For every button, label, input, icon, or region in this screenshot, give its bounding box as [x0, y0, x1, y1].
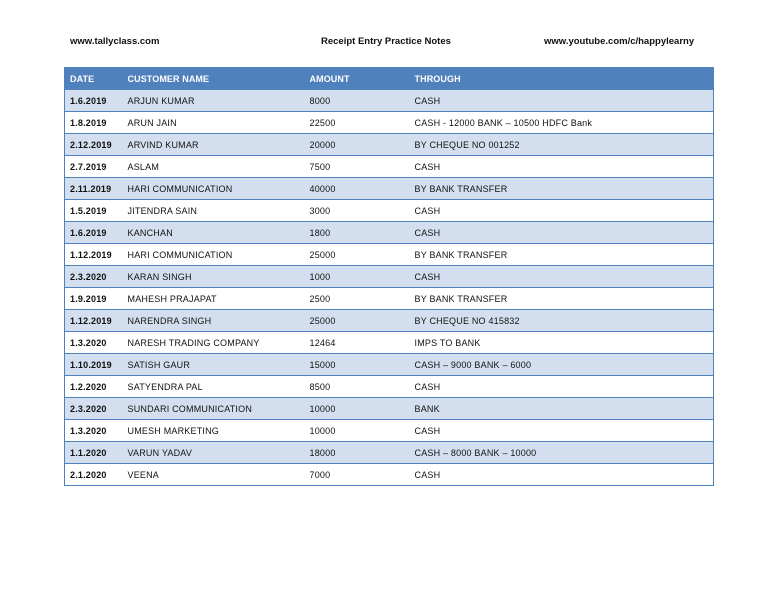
cell-customer: SUNDARI COMMUNICATION: [123, 398, 305, 420]
cell-date: 1.3.2020: [65, 332, 123, 354]
cell-through: CASH: [410, 464, 714, 486]
cell-through: CASH: [410, 222, 714, 244]
table-row: [65, 178, 714, 200]
cell-through: BY CHEQUE NO 415832: [410, 310, 714, 332]
cell-date: 2.7.2019: [65, 156, 123, 178]
table-row: [65, 420, 714, 442]
cell-date: 1.1.2020: [65, 442, 123, 464]
cell-amount: 20000: [305, 134, 410, 156]
cell-customer: ARVIND KUMAR: [123, 134, 305, 156]
table-row: [65, 244, 714, 266]
cell-date: 1.8.2019: [65, 112, 123, 134]
table-row: [65, 332, 714, 354]
cell-amount: 10000: [305, 420, 410, 442]
cell-through: CASH: [410, 266, 714, 288]
column-header-customer-name: CUSTOMER NAME: [123, 68, 305, 90]
cell-amount: 3000: [305, 200, 410, 222]
cell-amount: 1800: [305, 222, 410, 244]
table-row: [65, 112, 714, 134]
cell-amount: 40000: [305, 178, 410, 200]
cell-date: 1.2.2020: [65, 376, 123, 398]
cell-through: CASH – 9000 BANK – 6000: [410, 354, 714, 376]
cell-date: 2.11.2019: [65, 178, 123, 200]
cell-customer: ARUN JAIN: [123, 112, 305, 134]
document-title: Receipt Entry Practice Notes: [321, 36, 451, 47]
cell-through: CASH: [410, 156, 714, 178]
table-row: [65, 288, 714, 310]
cell-through: CASH - 12000 BANK – 10500 HDFC Bank: [410, 112, 714, 134]
cell-customer: HARI COMMUNICATION: [123, 178, 305, 200]
cell-customer: ASLAM: [123, 156, 305, 178]
column-header-through: THROUGH: [410, 68, 714, 90]
header-website-left: www.tallyclass.com: [70, 36, 160, 47]
cell-customer: JITENDRA SAIN: [123, 200, 305, 222]
cell-date: 1.12.2019: [65, 310, 123, 332]
table-row: [65, 442, 714, 464]
cell-customer: KANCHAN: [123, 222, 305, 244]
table-row: [65, 266, 714, 288]
cell-date: 1.5.2019: [65, 200, 123, 222]
cell-date: 1.12.2019: [65, 244, 123, 266]
table-row: [65, 156, 714, 178]
cell-through: IMPS TO BANK: [410, 332, 714, 354]
cell-date: 1.9.2019: [65, 288, 123, 310]
column-header-amount: AMOUNT: [305, 68, 410, 90]
cell-amount: 7000: [305, 464, 410, 486]
cell-amount: 22500: [305, 112, 410, 134]
cell-through: BY BANK TRANSFER: [410, 178, 714, 200]
cell-customer: HARI COMMUNICATION: [123, 244, 305, 266]
cell-amount: 7500: [305, 156, 410, 178]
cell-through: BY CHEQUE NO 001252: [410, 134, 714, 156]
cell-amount: 25000: [305, 244, 410, 266]
table-row: [65, 464, 714, 486]
cell-customer: KARAN SINGH: [123, 266, 305, 288]
cell-through: CASH: [410, 200, 714, 222]
cell-customer: ARJUN KUMAR: [123, 90, 305, 112]
cell-customer: SATISH GAUR: [123, 354, 305, 376]
table-row: [65, 310, 714, 332]
cell-amount: 10000: [305, 398, 410, 420]
cell-date: 1.3.2020: [65, 420, 123, 442]
cell-customer: SATYENDRA PAL: [123, 376, 305, 398]
cell-through: BY BANK TRANSFER: [410, 288, 714, 310]
table-row: [65, 90, 714, 112]
cell-customer: NARENDRA SINGH: [123, 310, 305, 332]
table-header-row: [65, 68, 714, 90]
cell-through: CASH: [410, 376, 714, 398]
cell-date: 1.10.2019: [65, 354, 123, 376]
cell-through: BY BANK TRANSFER: [410, 244, 714, 266]
cell-customer: VARUN YADAV: [123, 442, 305, 464]
cell-customer: VEENA: [123, 464, 305, 486]
cell-date: 2.1.2020: [65, 464, 123, 486]
table-row: [65, 376, 714, 398]
cell-amount: 2500: [305, 288, 410, 310]
receipt-table: [64, 67, 714, 486]
cell-date: 2.12.2019: [65, 134, 123, 156]
header-website-right: www.youtube.com/c/happylearny: [544, 36, 695, 47]
cell-through: CASH: [410, 420, 714, 442]
cell-through: CASH – 8000 BANK – 10000: [410, 442, 714, 464]
cell-amount: 8000: [305, 90, 410, 112]
cell-amount: 8500: [305, 376, 410, 398]
cell-customer: UMESH MARKETING: [123, 420, 305, 442]
cell-date: 2.3.2020: [65, 266, 123, 288]
cell-through: CASH: [410, 90, 714, 112]
cell-date: 1.6.2019: [65, 222, 123, 244]
column-header-date: DATE: [65, 68, 123, 90]
table-row: [65, 398, 714, 420]
cell-date: 2.3.2020: [65, 398, 123, 420]
cell-through: BANK: [410, 398, 714, 420]
cell-amount: 15000: [305, 354, 410, 376]
cell-amount: 25000: [305, 310, 410, 332]
table-row: [65, 134, 714, 156]
cell-date: 1.6.2019: [65, 90, 123, 112]
cell-customer: MAHESH PRAJAPAT: [123, 288, 305, 310]
cell-amount: 18000: [305, 442, 410, 464]
cell-customer: NARESH TRADING COMPANY: [123, 332, 305, 354]
table-row: [65, 200, 714, 222]
cell-amount: 1000: [305, 266, 410, 288]
table-row: [65, 222, 714, 244]
cell-amount: 12464: [305, 332, 410, 354]
table-row: [65, 354, 714, 376]
